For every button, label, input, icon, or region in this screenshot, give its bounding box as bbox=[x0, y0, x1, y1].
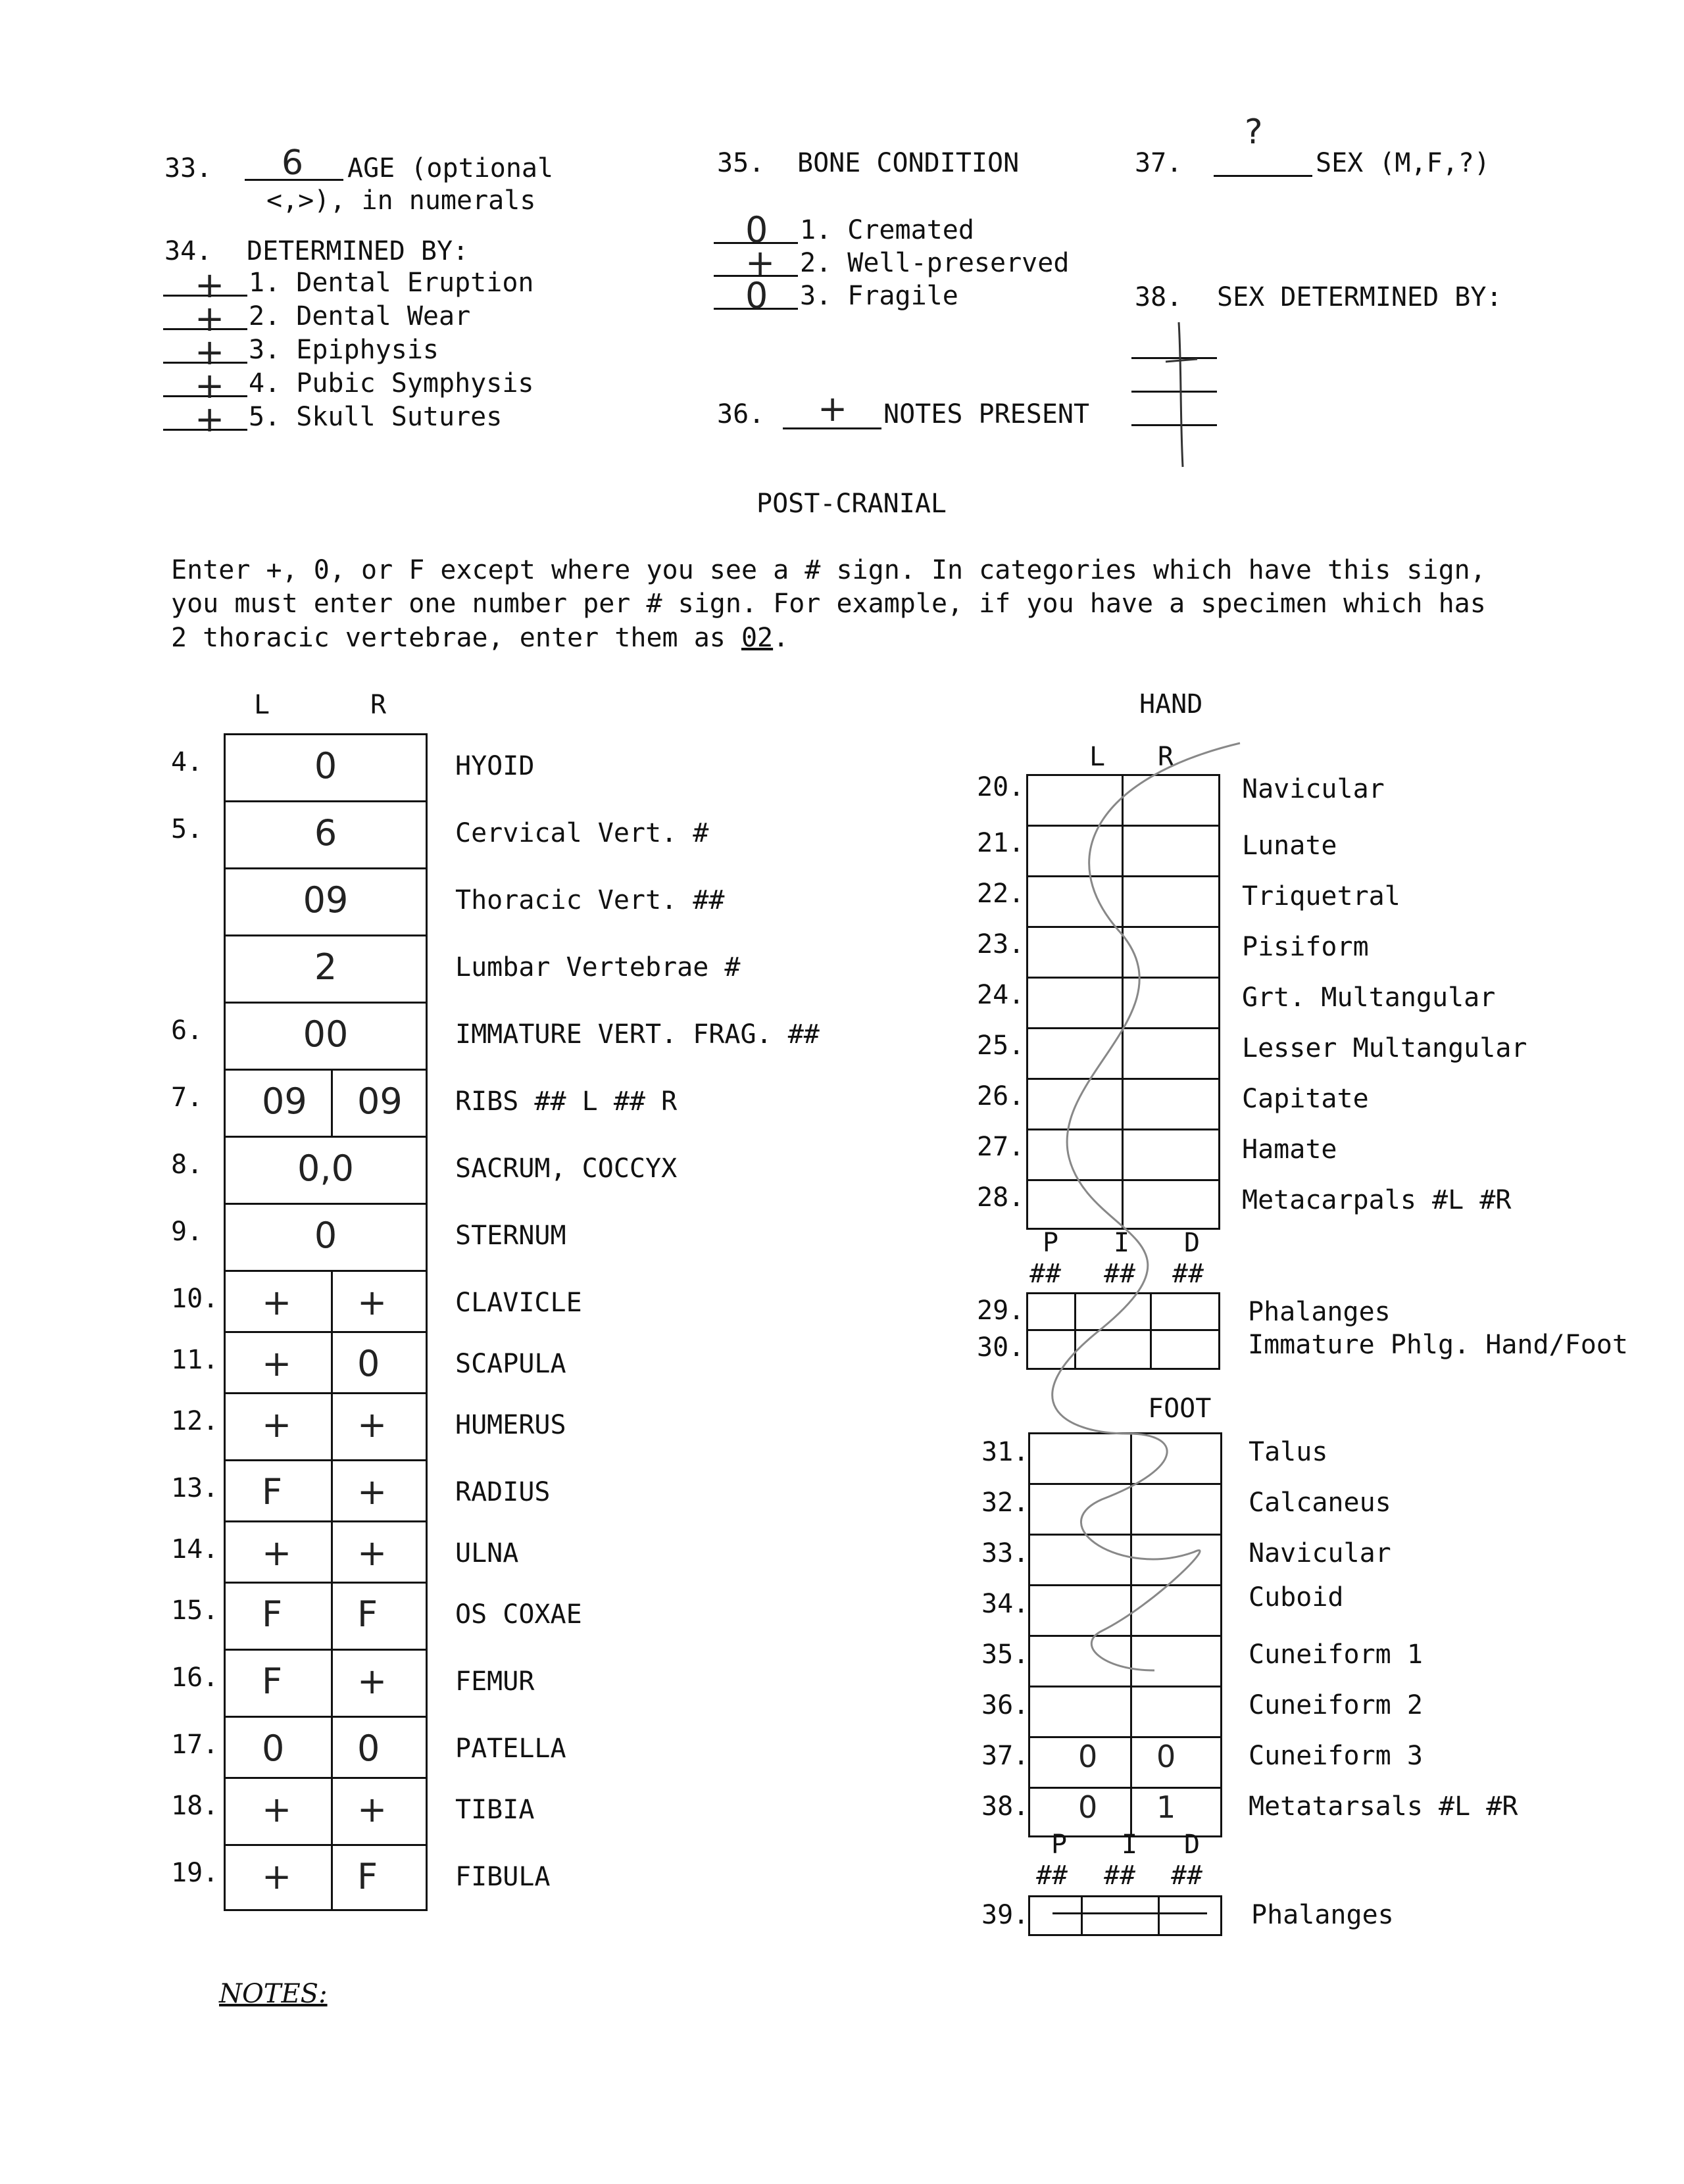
hand-phal-number: 29. bbox=[977, 1296, 1025, 1326]
single-value: 0,0 bbox=[297, 1148, 354, 1189]
row-number: 16. bbox=[171, 1662, 219, 1693]
foot-phalanges-cell[interactable] bbox=[1028, 1895, 1222, 1936]
hand-title: HAND bbox=[1139, 689, 1203, 719]
foot-right-value: 0 bbox=[1156, 1739, 1176, 1774]
row-number: 15. bbox=[171, 1595, 219, 1626]
single-value: 0 bbox=[314, 1215, 337, 1256]
left-value: + bbox=[262, 1532, 292, 1574]
instructions-line-1: Enter +, 0, or F except where you see a # sign. In categories which have this sign, bbox=[171, 555, 1486, 585]
row-label: ULNA bbox=[455, 1538, 519, 1568]
right-cell[interactable] bbox=[331, 1069, 428, 1136]
hand-phal-label: Phalanges bbox=[1248, 1297, 1391, 1327]
left-value: F bbox=[262, 1593, 283, 1635]
foot-row-number: 35. bbox=[981, 1639, 1029, 1670]
left-value: + bbox=[262, 1404, 292, 1445]
hand-pid-label: D bbox=[1184, 1228, 1201, 1258]
row-label: Cervical Vert. # bbox=[455, 818, 709, 848]
right-value: + bbox=[357, 1404, 387, 1445]
row-label: SACRUM, COCCYX bbox=[455, 1153, 678, 1184]
right-value: 09 bbox=[357, 1080, 403, 1122]
q36-label: NOTES PRESENT bbox=[883, 399, 1090, 429]
row-number: 5. bbox=[171, 814, 203, 844]
right-value: F bbox=[357, 1593, 378, 1635]
row-label: Lumbar Vertebrae # bbox=[455, 952, 741, 983]
right-cell[interactable] bbox=[331, 1270, 428, 1331]
row-label: HUMERUS bbox=[455, 1410, 566, 1440]
value-cell[interactable] bbox=[224, 800, 428, 867]
left-value: 09 bbox=[262, 1080, 307, 1122]
right-cell[interactable] bbox=[331, 1649, 428, 1716]
row-label: RADIUS bbox=[455, 1477, 551, 1507]
value-cell[interactable] bbox=[224, 867, 428, 934]
hand-row-number: 26. bbox=[977, 1081, 1025, 1111]
left-value: + bbox=[262, 1789, 292, 1830]
hand-row-number: 22. bbox=[977, 879, 1025, 909]
q36-mark: + bbox=[818, 388, 848, 429]
hand-row-label: Pisiform bbox=[1242, 932, 1369, 962]
hand-row-number: 28. bbox=[977, 1182, 1025, 1213]
foot-row-label: Navicular bbox=[1249, 1538, 1391, 1568]
value-cell[interactable] bbox=[224, 1136, 428, 1203]
foot-row-label: Cuneiform 3 bbox=[1249, 1741, 1423, 1771]
q34-mark: + bbox=[195, 264, 225, 306]
hand-pid-hash: ## bbox=[1104, 1259, 1136, 1289]
row-label: IMMATURE VERT. FRAG. ## bbox=[455, 1019, 820, 1050]
right-value: + bbox=[357, 1532, 387, 1574]
hand-pid-hash: ## bbox=[1172, 1259, 1204, 1289]
q35-mark: 0 bbox=[745, 275, 768, 316]
foot-row-label: Cuboid bbox=[1249, 1582, 1344, 1613]
hand-row-number: 23. bbox=[977, 929, 1025, 959]
single-value: 0 bbox=[314, 745, 337, 787]
left-cell[interactable] bbox=[224, 1649, 331, 1716]
left-value: + bbox=[262, 1282, 292, 1323]
q35-mark: 0 bbox=[745, 209, 768, 251]
q35-item-label: 1. Cremated bbox=[800, 215, 974, 245]
hand-row-number: 21. bbox=[977, 828, 1025, 858]
row-number: 17. bbox=[171, 1730, 219, 1760]
right-cell[interactable] bbox=[331, 1716, 428, 1777]
q35-mark: + bbox=[745, 242, 776, 283]
left-cell[interactable] bbox=[224, 1844, 331, 1911]
row-label: HYOID bbox=[455, 751, 535, 781]
q34-label: DETERMINED BY: bbox=[247, 236, 469, 266]
q35-label: BONE CONDITION bbox=[797, 148, 1020, 178]
hand-row-label: Capitate bbox=[1242, 1084, 1369, 1114]
hand-row-label: Lesser Multangular bbox=[1242, 1033, 1527, 1063]
row-label: OS COXAE bbox=[455, 1599, 582, 1630]
foot-row-number: 37. bbox=[981, 1741, 1029, 1771]
left-table-col-L: L bbox=[254, 690, 270, 720]
single-value: 2 bbox=[314, 946, 337, 988]
hand-pid-label: I bbox=[1114, 1228, 1130, 1258]
foot-row-label: Talus bbox=[1249, 1437, 1328, 1467]
value-cell[interactable] bbox=[224, 934, 428, 1002]
single-value: 00 bbox=[303, 1013, 349, 1055]
hand-row-number: 20. bbox=[977, 772, 1025, 802]
row-number: 14. bbox=[171, 1534, 219, 1565]
single-value: 6 bbox=[314, 812, 337, 854]
foot-row-label: Metatarsals #L #R bbox=[1249, 1791, 1518, 1822]
hand-pid-label: P bbox=[1043, 1228, 1059, 1258]
q38-label: SEX DETERMINED BY: bbox=[1217, 282, 1502, 312]
row-number: 19. bbox=[171, 1858, 219, 1888]
left-table-col-R: R bbox=[370, 690, 387, 720]
hand-row-label: Lunate bbox=[1242, 831, 1337, 861]
q34-mark: + bbox=[195, 399, 225, 440]
q34-mark: + bbox=[195, 331, 225, 373]
instructions-line-3-text: 2 thoracic vertebrae, enter them as bbox=[171, 623, 741, 653]
left-value: + bbox=[262, 1343, 292, 1384]
right-value: 0 bbox=[357, 1728, 380, 1769]
foot-row-number: 36. bbox=[981, 1690, 1029, 1720]
right-value: F bbox=[357, 1856, 378, 1897]
instructions-line-2: you must enter one number per # sign. For example, if you have a specimen which has bbox=[171, 589, 1486, 619]
hand-phal-number: 30. bbox=[977, 1332, 1025, 1363]
row-label: FIBULA bbox=[455, 1862, 551, 1892]
row-label: Thoracic Vert. ## bbox=[455, 885, 725, 915]
left-cell[interactable] bbox=[224, 1459, 331, 1520]
q35-item-label: 3. Fragile bbox=[800, 281, 958, 311]
left-cell[interactable] bbox=[224, 1392, 331, 1459]
q34-mark: + bbox=[195, 298, 225, 339]
hand-row-label: Metacarpals #L #R bbox=[1242, 1185, 1512, 1215]
right-cell[interactable] bbox=[331, 1520, 428, 1582]
q34-item-label: 2. Dental Wear bbox=[249, 301, 471, 331]
row-label: RIBS ## L ## R bbox=[455, 1086, 678, 1117]
foot-right-value: 1 bbox=[1156, 1789, 1176, 1825]
foot-pid-hash: ## bbox=[1171, 1860, 1203, 1891]
row-number: 11. bbox=[171, 1345, 219, 1375]
foot-pid-hash: ## bbox=[1036, 1860, 1068, 1891]
value-cell[interactable] bbox=[224, 1203, 428, 1270]
left-cell[interactable] bbox=[224, 1520, 331, 1582]
right-cell[interactable] bbox=[331, 1777, 428, 1844]
value-cell[interactable] bbox=[224, 1002, 428, 1069]
row-number: 6. bbox=[171, 1015, 203, 1046]
hand-row-number: 24. bbox=[977, 980, 1025, 1010]
q38-handwritten-mark bbox=[1164, 316, 1204, 473]
q34-item-label: 1. Dental Eruption bbox=[249, 268, 534, 298]
q37-sex-value: ? bbox=[1245, 112, 1263, 152]
q37-number: 37. bbox=[1135, 148, 1183, 178]
left-cell[interactable] bbox=[224, 1270, 331, 1331]
single-value: 09 bbox=[303, 879, 349, 921]
row-label: TIBIA bbox=[455, 1795, 535, 1825]
row-number: 9. bbox=[171, 1217, 203, 1247]
row-label: FEMUR bbox=[455, 1666, 535, 1697]
left-value: 0 bbox=[262, 1728, 285, 1769]
left-cell[interactable] bbox=[224, 1069, 331, 1136]
q34-number: 34. bbox=[164, 236, 212, 266]
foot-row-label: Calcaneus bbox=[1249, 1488, 1391, 1518]
q34-item-label: 5. Skull Sutures bbox=[249, 402, 503, 432]
pencil-scribble bbox=[1023, 737, 1247, 1776]
hand-row-number: 25. bbox=[977, 1031, 1025, 1061]
right-value: + bbox=[357, 1789, 387, 1830]
hand-row-label: Grt. Multangular bbox=[1242, 983, 1496, 1013]
row-number: 7. bbox=[171, 1082, 203, 1113]
left-cell[interactable] bbox=[224, 1582, 331, 1649]
instructions-example: 02 bbox=[741, 623, 774, 653]
right-value: + bbox=[357, 1471, 387, 1513]
hand-phal-label: Immature Phlg. Hand/Foot bbox=[1248, 1330, 1628, 1360]
foot-phal-label: Phalanges bbox=[1251, 1900, 1394, 1930]
instructions-line-3 bbox=[171, 625, 789, 651]
foot-pid-label: D bbox=[1184, 1830, 1201, 1860]
right-value: + bbox=[357, 1661, 387, 1702]
foot-pid-hash: ## bbox=[1104, 1860, 1136, 1891]
foot-left-value: 0 bbox=[1078, 1789, 1098, 1825]
foot-pid-label: P bbox=[1051, 1830, 1068, 1860]
q35-number: 35. bbox=[717, 148, 765, 178]
value-cell[interactable] bbox=[224, 733, 428, 800]
right-cell[interactable] bbox=[331, 1582, 428, 1649]
right-value: + bbox=[357, 1282, 387, 1323]
instructions-example-tail: . bbox=[773, 623, 789, 653]
hand-pid-hash: ## bbox=[1029, 1259, 1062, 1289]
right-cell[interactable] bbox=[331, 1844, 428, 1911]
postcranial-title: POST-CRANIAL bbox=[756, 489, 947, 519]
foot-row-label: Cuneiform 2 bbox=[1249, 1690, 1423, 1720]
q34-item-label: 4. Pubic Symphysis bbox=[249, 368, 534, 399]
left-cell[interactable] bbox=[224, 1331, 331, 1392]
foot-title: FOOT bbox=[1148, 1394, 1212, 1424]
row-label: PATELLA bbox=[455, 1734, 566, 1764]
q37-label: SEX (M,F,?) bbox=[1316, 148, 1490, 178]
row-label: SCAPULA bbox=[455, 1349, 566, 1379]
right-value: 0 bbox=[357, 1343, 380, 1384]
row-number: 8. bbox=[171, 1150, 203, 1180]
foot-left-value: 0 bbox=[1078, 1739, 1098, 1774]
q38-number: 38. bbox=[1135, 282, 1183, 312]
foot-row-number: 34. bbox=[981, 1589, 1029, 1619]
row-number: 12. bbox=[171, 1406, 219, 1436]
right-cell[interactable] bbox=[331, 1459, 428, 1520]
left-cell[interactable] bbox=[224, 1716, 331, 1777]
q33-label: AGE (optional bbox=[347, 153, 554, 183]
row-number: 4. bbox=[171, 747, 203, 777]
foot-right-cell[interactable] bbox=[1130, 1787, 1222, 1837]
row-label: CLAVICLE bbox=[455, 1288, 582, 1318]
left-value: F bbox=[262, 1661, 283, 1702]
hand-row-number: 27. bbox=[977, 1132, 1025, 1162]
q36-number: 36. bbox=[717, 399, 765, 429]
q34-item-label: 3. Epiphysis bbox=[249, 335, 439, 365]
q37-answer-line[interactable] bbox=[1214, 175, 1312, 177]
q33-age-value: 6 bbox=[282, 143, 304, 183]
q34-mark: + bbox=[195, 365, 225, 406]
notes-label: NOTES: bbox=[219, 1979, 328, 2009]
hand-row-label: Navicular bbox=[1242, 774, 1385, 804]
hand-col-R: R bbox=[1158, 742, 1174, 772]
foot-row-number: 33. bbox=[981, 1538, 1029, 1568]
q33-number: 33. bbox=[164, 153, 212, 183]
left-value: F bbox=[262, 1471, 283, 1513]
row-number: 18. bbox=[171, 1791, 219, 1821]
hand-row-label: Hamate bbox=[1242, 1134, 1337, 1165]
foot-row-number: 38. bbox=[981, 1791, 1029, 1822]
foot-left-cell[interactable] bbox=[1028, 1787, 1130, 1837]
right-cell[interactable] bbox=[331, 1331, 428, 1392]
foot-row-number: 31. bbox=[981, 1437, 1029, 1467]
row-label: STERNUM bbox=[455, 1221, 566, 1251]
q33-label-2: <,>), in numerals bbox=[266, 185, 536, 216]
left-value: + bbox=[262, 1856, 292, 1897]
row-number: 13. bbox=[171, 1473, 219, 1503]
foot-phal-number: 39. bbox=[981, 1900, 1029, 1930]
hand-row-label: Triquetral bbox=[1242, 881, 1400, 911]
foot-row-label: Cuneiform 1 bbox=[1249, 1639, 1423, 1670]
foot-row-number: 32. bbox=[981, 1488, 1029, 1518]
foot-pid-label: I bbox=[1122, 1830, 1138, 1860]
q35-item-label: 2. Well-preserved bbox=[800, 248, 1070, 278]
row-number: 10. bbox=[171, 1284, 219, 1314]
left-cell[interactable] bbox=[224, 1777, 331, 1844]
right-cell[interactable] bbox=[331, 1392, 428, 1459]
hand-col-L: L bbox=[1089, 742, 1106, 772]
